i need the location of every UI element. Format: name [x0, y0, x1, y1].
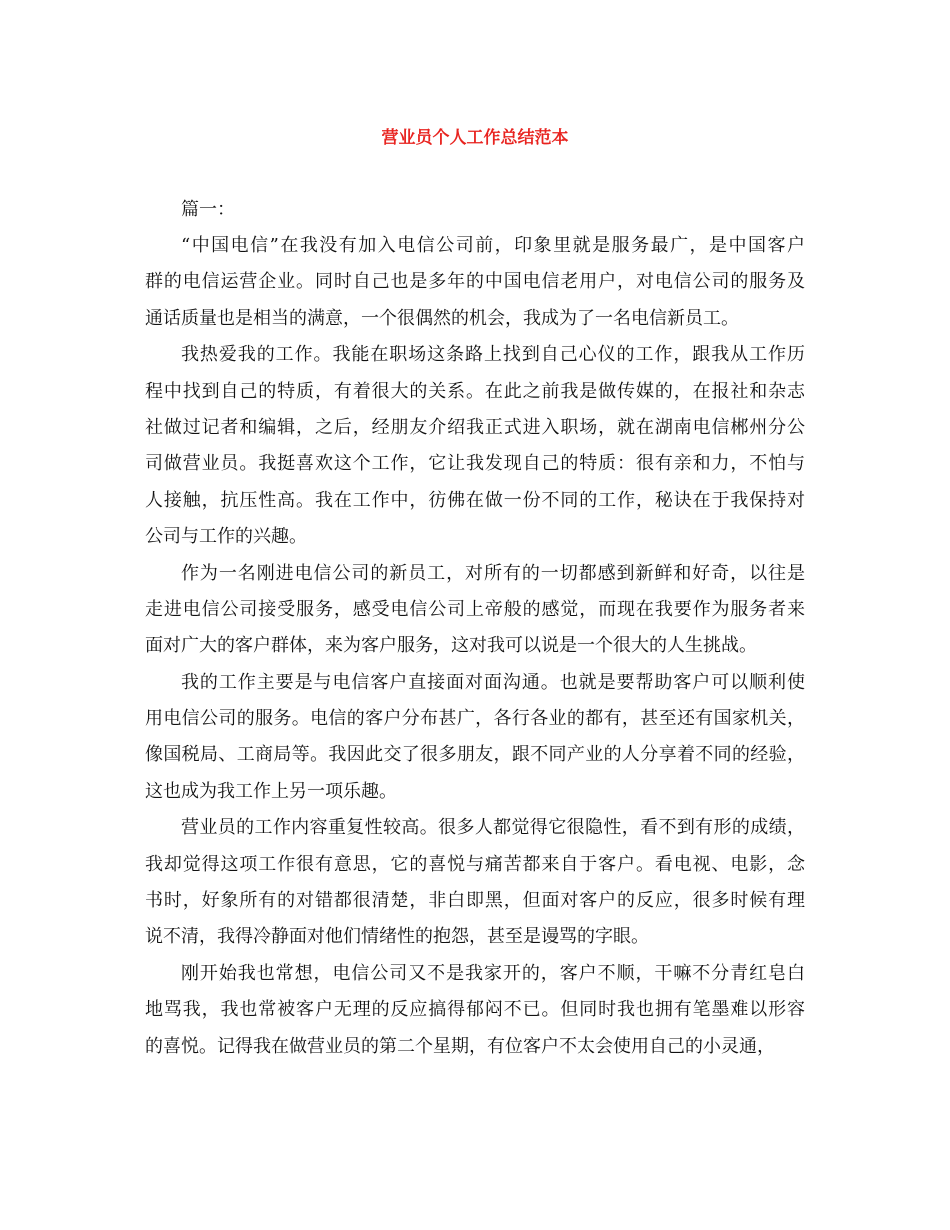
paragraph-line: 用电信公司的服务。电信的客户分布甚广，各行各业的都有，甚至还有国家机关，: [145, 708, 805, 730]
paragraph-line: 走进电信公司接受服务，感受电信公司上帝般的感觉，而现在我要作为服务者来: [145, 598, 805, 620]
paragraph-line: 这也成为我工作上另一项乐趣。: [145, 780, 397, 802]
paragraph: [145, 810, 805, 956]
paragraph-line: 地骂我，我也常被客户无理的反应搞得郁闷不已。但同时我也拥有笔墨难以形容: [145, 999, 805, 1021]
paragraph-line: 营业员的工作内容重复性较高。很多人都觉得它很隐性，看不到有形的成绩，: [181, 817, 805, 839]
paragraph-line: 人接触，抗压性高。我在工作中，彷佛在做一份不同的工作，秘诀在于我保持对: [145, 489, 805, 511]
document-title: 营业员个人工作总结范本: [381, 128, 569, 148]
paragraph: [145, 665, 805, 811]
paragraph: [145, 337, 805, 555]
paragraph-line: 作为一名刚进电信公司的新员工，对所有的一切都感到新鲜和好奇，以往是: [181, 562, 805, 584]
section-label: 篇一：: [181, 199, 235, 220]
paragraph-line: 书时，好象所有的对错都很清楚，非白即黑，但面对客户的反应，很多时候有理: [145, 890, 805, 912]
document-body: [145, 228, 805, 1065]
paragraph-line: 司做营业员。我挺喜欢这个工作，它让我发现自己的特质：很有亲和力，不怕与: [145, 453, 805, 475]
paragraph-line: 刚开始我也常想，电信公司又不是我家开的，客户不顺，干嘛不分青红皂白: [181, 962, 805, 984]
paragraph-line: 社做过记者和编辑，之后，经朋友介绍我正式进入职场，就在湖南电信郴州分公: [145, 416, 805, 438]
paragraph-line: “中国电信”在我没有加入电信公司前，印象里就是服务最广，是中国客户: [181, 235, 805, 256]
paragraph-line: 群的电信运营企业。同时自己也是多年的中国电信老用户，对电信公司的服务及: [145, 271, 805, 293]
paragraph: [145, 956, 805, 1065]
paragraph-line: 公司与工作的兴趣。: [145, 526, 307, 548]
paragraph-line: 的喜悦。记得我在做营业员的第二个星期，有位客户不太会使用自己的小灵通，: [145, 1035, 775, 1057]
paragraph-line: 通话质量也是相当的满意，一个很偶然的机会，我成为了一名电信新员工。: [145, 307, 739, 329]
paragraph-line: 我热爱我的工作。我能在职场这条路上找到自己心仪的工作，跟我从工作历: [181, 344, 805, 366]
paragraph-line: 说不清，我得冷静面对他们情绪性的抱怨，甚至是谩骂的字眼。: [145, 926, 649, 948]
paragraph-line: 像国税局、工商局等。我因此交了很多朋友，跟不同产业的人分享着不同的经验，: [145, 744, 805, 766]
paragraph-line: 我却觉得这项工作很有意思，它的喜悦与痛苦都来自于客户。看电视、电影，念: [145, 853, 805, 875]
paragraph: [145, 228, 805, 337]
paragraph-line: 我的工作主要是与电信客户直接面对面沟通。也就是要帮助客户可以顺利使: [181, 671, 805, 693]
paragraph-line: 程中找到自己的特质，有着很大的关系。在此之前我是做传媒的，在报社和杂志: [145, 380, 805, 402]
paragraph-line: 面对广大的客户群体，来为客户服务，这对我可以说是一个很大的人生挑战。: [145, 635, 757, 657]
paragraph: [145, 556, 805, 665]
